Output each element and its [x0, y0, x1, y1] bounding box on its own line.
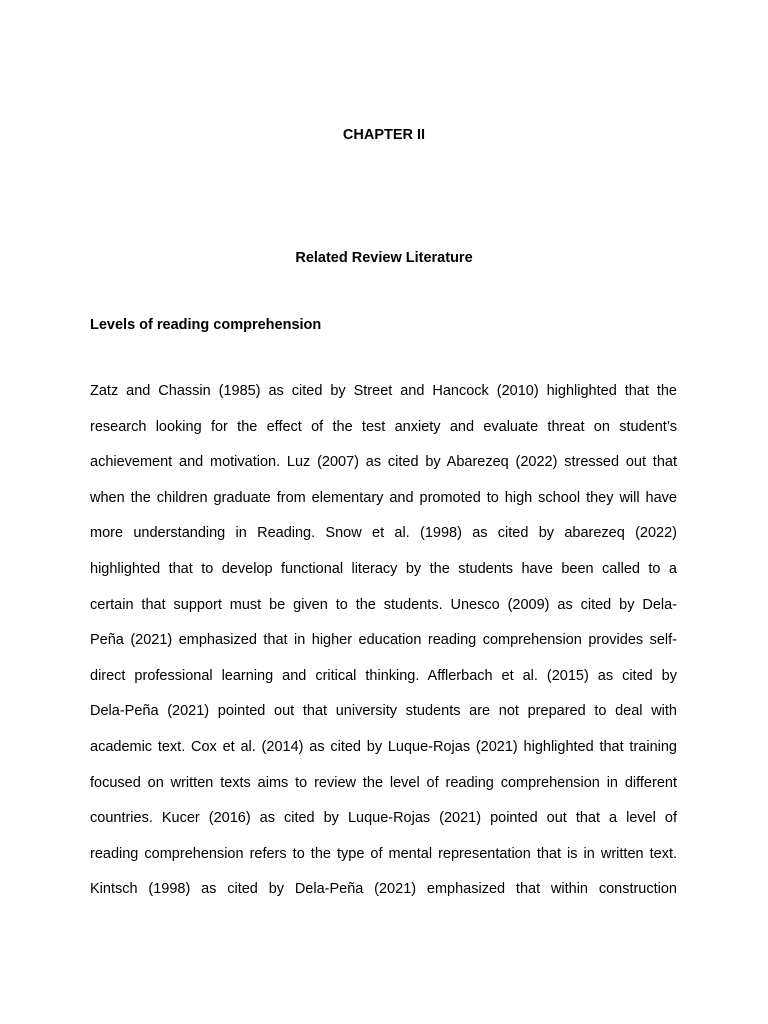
- paragraph-line: highlighted that to develop functional literacy by the students have been called to a: [90, 560, 677, 577]
- paragraph-line: countries. Kucer (2016) as cited by Luque-Rojas (2021) pointed out that a level of: [90, 810, 677, 827]
- paragraph-line: research looking for the effect of the test anxiety and evaluate threat on student’s: [90, 418, 677, 435]
- paragraph-line: certain that support must be given to the students. Unesco (2009) as cited by Dela-: [90, 596, 677, 613]
- paragraph-line: achievement and motivation. Luz (2007) as cited by Abarezeq (2022) stressed out that: [90, 454, 677, 471]
- paragraph-line: Peña (2021) emphasized that in higher education reading comprehension provides self-: [90, 632, 677, 649]
- section-title: Related Review Literature: [295, 250, 473, 266]
- paragraph-line: Kintsch (1998) as cited by Dela-Peña (2021) emphasized that within construction: [90, 881, 677, 898]
- paragraph-line: more understanding in Reading. Snow et al. (1998) as cited by abarezeq (2022): [90, 525, 677, 542]
- chapter-title: CHAPTER II: [342, 127, 426, 143]
- body-paragraph: [90, 374, 677, 908]
- paragraph-line: academic text. Cox et al. (2014) as cited by Luque-Rojas (2021) highlighted that training: [90, 738, 677, 755]
- subsection-title: Levels of reading comprehension: [90, 317, 322, 333]
- paragraph-line: when the children graduate from elementary and promoted to high school they will have: [90, 489, 677, 506]
- paragraph-line: Dela-Peña (2021) pointed out that university students are not prepared to deal with: [90, 703, 677, 720]
- paragraph-line: reading comprehension refers to the type of mental representation that is in written text.: [90, 845, 677, 862]
- paragraph-line: direct professional learning and critical thinking. Afflerbach et al. (2015) as cited by: [90, 667, 677, 684]
- paragraph-line: focused on written texts aims to review the level of reading comprehension in different: [90, 774, 677, 791]
- paragraph-line: Zatz and Chassin (1985) as cited by Street and Hancock (2010) highlighted that the: [90, 383, 677, 399]
